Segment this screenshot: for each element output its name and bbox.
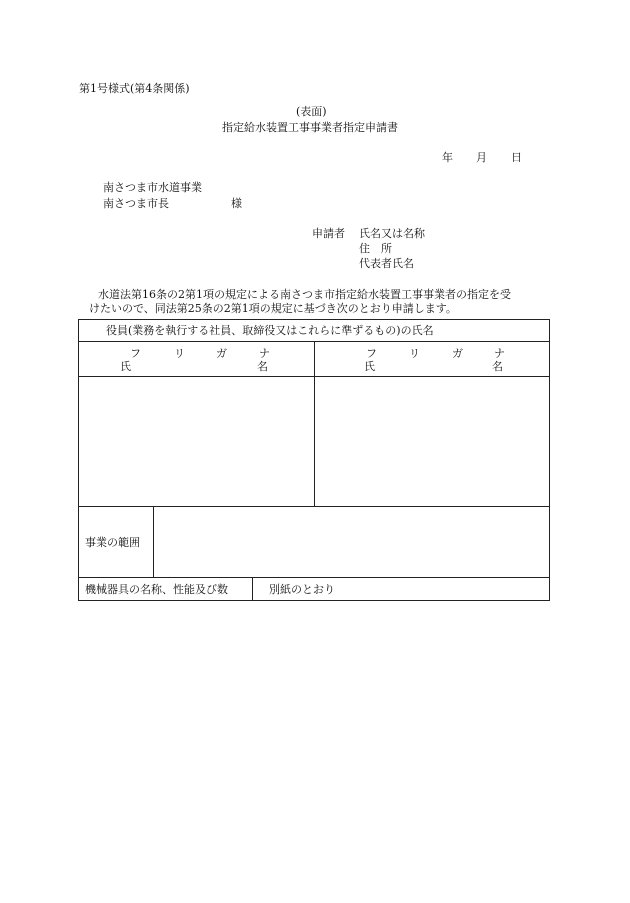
name-surname-right: 氏 [364, 360, 375, 373]
furigana-char: ガ [216, 347, 227, 360]
application-table [78, 319, 550, 601]
furigana-char: ナ [259, 347, 270, 360]
applicant-name-label: 氏名又は名称 [359, 227, 425, 240]
name-given-right: 名 [492, 360, 503, 373]
document-title: 指定給水装置工事事業者指定申請書 [222, 121, 398, 134]
furigana-char: フ [130, 347, 141, 360]
officer-names-left-cell[interactable] [79, 377, 314, 506]
furigana-char: リ [409, 347, 420, 360]
applicant-address-label: 住 所 [359, 242, 392, 255]
furigana-char: フ [366, 347, 377, 360]
name-given-left: 名 [257, 360, 268, 373]
applicant-label: 申請者 [312, 227, 345, 240]
date-month: 月 [476, 151, 487, 164]
date-day: 日 [511, 151, 522, 164]
table-line [79, 577, 549, 578]
date-year: 年 [442, 151, 453, 164]
addressee-line1: 南さつま市水道事業 [103, 181, 202, 194]
officer-names-right-cell[interactable] [315, 377, 549, 506]
body-line1: 水道法第16条の2第1項の規定による南さつま市指定給水装置工事事業者の指定を受 [98, 288, 511, 301]
furigana-char: ガ [452, 347, 463, 360]
form-number: 第1号様式(第4条関係) [79, 82, 190, 95]
name-surname-left: 氏 [120, 360, 131, 373]
business-scope-label: 事業の範囲 [85, 536, 140, 549]
body-line2: けたいので、同法第25条の2第1項の規定に基づき次のとおり申請します。 [89, 302, 457, 315]
furigana-char: リ [174, 347, 185, 360]
furigana-char: ナ [494, 347, 505, 360]
table-line [252, 577, 253, 601]
equipment-value: 別紙のとおり [269, 583, 335, 596]
addressee-line2: 南さつま市長 [103, 197, 169, 210]
business-scope-cell[interactable] [154, 507, 549, 577]
addressee-honorific: 様 [231, 197, 242, 210]
officers-header: 役員(業務を執行する社員、取締役又はこれらに準ずるもの)の氏名 [106, 324, 434, 337]
side-label: (表面) [296, 105, 327, 118]
applicant-representative-label: 代表者氏名 [359, 257, 414, 270]
equipment-label: 機械器具の名称、性能及び数 [85, 583, 228, 596]
